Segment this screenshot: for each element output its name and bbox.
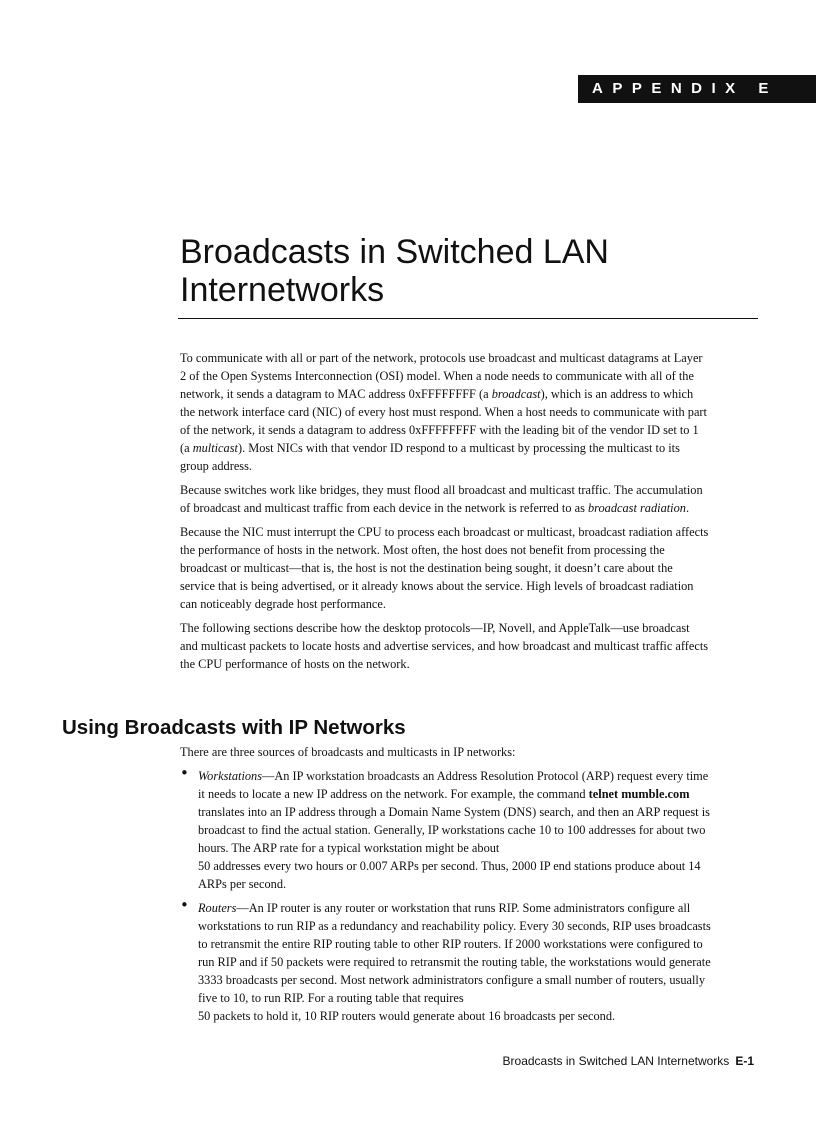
bullet-text-b: translates into an IP address through a Domain Name System (DNS) search, and then an ARP request is broadcast to find the actual station. Generally, IP workstations cache 10 to 100 addresses for about two hours. The ARP rate for a typical workstation might be about: [198, 805, 710, 855]
command-host: mumble.com: [621, 787, 690, 801]
bullet-term: Workstations: [198, 769, 263, 783]
chapter-title: [180, 233, 760, 309]
intro-paragraph-3: Because the NIC must interrupt the CPU to process each broadcast or multicast, broadcast radiation affects the performance of hosts in the network. Most often, the host does not benefit from processing the broadcast or multicast—that is, the host is not the destination being sought, it doesn’t care about the service that is being advertised, or it already knows about the service. High levels of broadcast radiation can noticeably degrade host performance.: [180, 525, 709, 611]
chapter-title-line2: Internetworks: [180, 271, 385, 309]
section-heading: Using Broadcasts with IP Networks: [62, 716, 406, 739]
bullet-text-b: 50 packets to hold it, 10 RIP routers would generate about 16 broadcasts per second.: [198, 1009, 616, 1023]
intro-p1-text-c: ). Most NICs with that vendor ID respond to a multicast by processing the multicast to its group address.: [180, 441, 680, 473]
list-item: [180, 764, 712, 893]
bullet-text-a: —An IP workstation broadcasts an Address Resolution Protocol (ARP) request every time it needs to locate a new IP address on the network. For example, the command: [198, 769, 709, 801]
title-rule: [178, 318, 758, 319]
intro-p1-text-b: ), which is an address to which the network interface card (NIC) of every host must respond. When a host needs to communicate with part of the network, it sends a datagram to address 0xFFFFFFFF with the leading bit of the vendor ID set to 1 (a: [180, 387, 707, 455]
bullet-icon: •: [180, 764, 189, 782]
section-body: [180, 743, 712, 1031]
term-broadcast: broadcast: [491, 387, 541, 401]
page-number: E-1: [735, 1054, 754, 1068]
intro-section: [180, 349, 710, 679]
page-footer: [503, 1054, 754, 1068]
term-multicast: multicast: [192, 441, 238, 455]
intro-p2-text-a: Because switches work like bridges, they must flood all broadcast and multicast traffic. The accumulation of broadcast and multicast traffic from each device in the network is referred to as: [180, 483, 703, 515]
intro-paragraph-4: The following sections describe how the desktop protocols—IP, Novell, and AppleTalk—use broadcast and multicast packets to locate hosts and advertise services, and how broadcast and multicast traffic affects the CPU performance of hosts on the network.: [180, 621, 709, 671]
appendix-label: APPENDIX E: [578, 75, 816, 103]
intro-paragraph-1: [180, 349, 710, 475]
bullet-text-c: 50 addresses every two hours or 0.007 ARPs per second. Thus, 2000 IP end stations produce about 14 ARPs per second.: [198, 859, 701, 891]
bullet-term: Routers: [198, 901, 237, 915]
chapter-title-line1: Broadcasts in Switched LAN: [180, 233, 609, 271]
list-item: [180, 896, 712, 1025]
intro-p2-text-b: .: [685, 501, 690, 515]
term-broadcast-radiation: broadcast radiation: [587, 501, 686, 515]
section-lead: There are three sources of broadcasts and multicasts in IP networks:: [180, 745, 516, 759]
command-telnet: telnet: [588, 787, 619, 801]
bullet-text-a: —An IP router is any router or workstation that runs RIP. Some administrators configure all workstations to run RIP as a redundancy and reachability policy. Every 30 seconds, RIP uses broadcasts to retransmit the entire RIP routing table to other RIP routers. If 2000 workstations were configured to run RIP and if 50 packets were required to retransmit the routing table, the workstations would generate 3333 broadcasts per second. Most network administrators configure a small number of routers, usually five to 10, to run RIP. For a routing table that requires: [198, 901, 711, 1005]
bullet-icon: •: [180, 896, 189, 914]
intro-p1-text-a: To communicate with all or part of the network, protocols use broadcast and multicast datagrams at Layer 2 of the Open Systems Interconnection (OSI) model. When a node needs to communicate with all of the network, it sends a datagram to MAC address 0xFFFFFFFF (a: [180, 351, 703, 401]
intro-paragraph-2: [180, 481, 710, 517]
running-title: Broadcasts in Switched LAN Internetworks: [502, 1054, 730, 1068]
